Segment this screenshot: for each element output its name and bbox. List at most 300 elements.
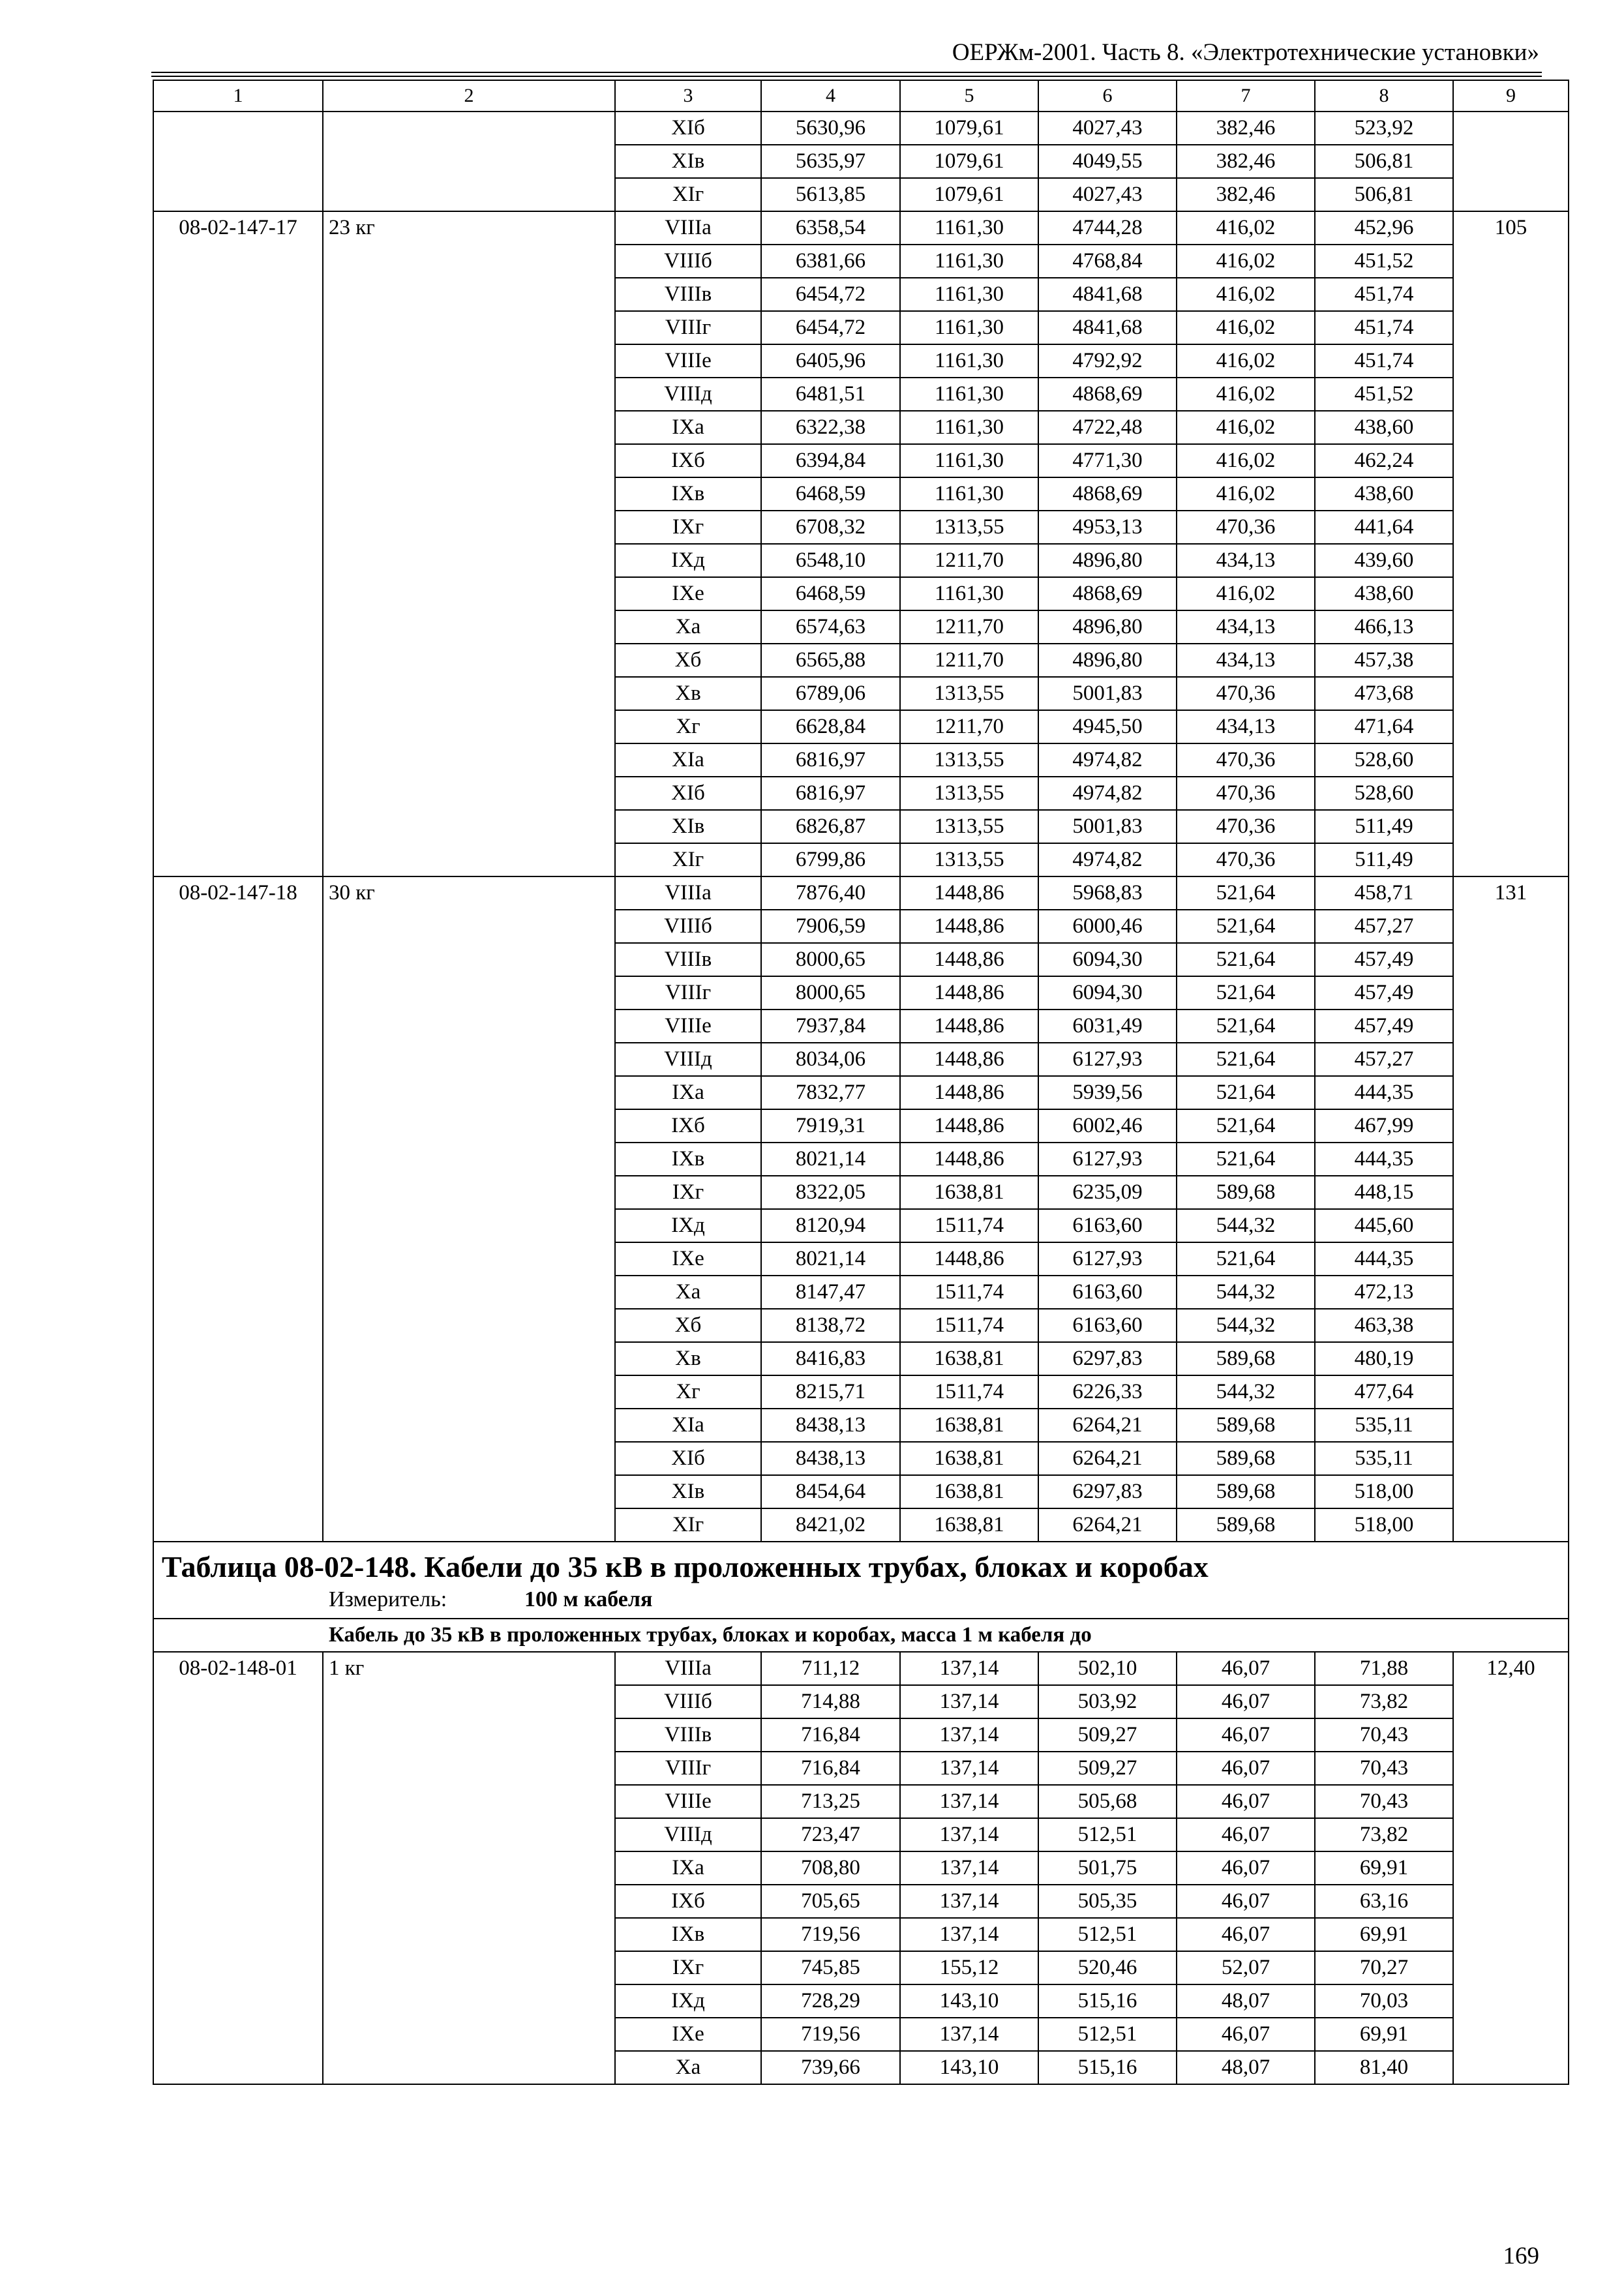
value-cell: 8021,14 [761, 1143, 900, 1176]
value-cell: 520,46 [1038, 1951, 1177, 1984]
value-cell: 480,19 [1315, 1342, 1453, 1375]
value-cell: 463,38 [1315, 1309, 1453, 1342]
value-cell: 1313,55 [900, 511, 1038, 544]
value-cell: 4868,69 [1038, 577, 1177, 610]
value-cell: 4896,80 [1038, 610, 1177, 644]
value-cell: 1448,86 [900, 1242, 1038, 1276]
value-cell: 745,85 [761, 1951, 900, 1984]
value-cell: 518,00 [1315, 1475, 1453, 1508]
value-cell: 477,64 [1315, 1375, 1453, 1409]
region-cell: IXб [615, 444, 761, 477]
region-cell: XIб [615, 1442, 761, 1475]
value-cell: 382,46 [1177, 112, 1315, 145]
price-table [153, 80, 1569, 2085]
value-cell: 515,16 [1038, 2051, 1177, 2084]
value-cell: 1161,30 [900, 577, 1038, 610]
value-cell: 6816,97 [761, 743, 900, 777]
region-cell: Xг [615, 710, 761, 743]
value-cell: 509,27 [1038, 1718, 1177, 1752]
value-cell: 416,02 [1177, 378, 1315, 411]
value-cell: 1079,61 [900, 178, 1038, 211]
value-cell: 4027,43 [1038, 178, 1177, 211]
value-cell: 8438,13 [761, 1409, 900, 1442]
value-cell: 416,02 [1177, 311, 1315, 344]
region-cell: IXв [615, 1143, 761, 1176]
value-cell: 416,02 [1177, 477, 1315, 511]
region-cell: IXг [615, 1951, 761, 1984]
value-cell: 544,32 [1177, 1276, 1315, 1309]
value-cell: 8416,83 [761, 1342, 900, 1375]
region-cell: Xг [615, 1375, 761, 1409]
region-cell: Xа [615, 610, 761, 644]
value-cell: 48,07 [1177, 2051, 1315, 2084]
value-cell: 589,68 [1177, 1409, 1315, 1442]
region-cell: XIг [615, 1508, 761, 1542]
value-cell: 451,52 [1315, 245, 1453, 278]
region-cell: VIIIд [615, 1043, 761, 1076]
value-cell: 1638,81 [900, 1409, 1038, 1442]
value-cell: 506,81 [1315, 145, 1453, 178]
value-cell: 416,02 [1177, 577, 1315, 610]
value-cell: 6297,83 [1038, 1475, 1177, 1508]
value-cell: 1161,30 [900, 311, 1038, 344]
meter-line [162, 1585, 1568, 1614]
value-cell: 7919,31 [761, 1109, 900, 1143]
region-cell: IXд [615, 1984, 761, 2018]
value-cell: 723,47 [761, 1818, 900, 1851]
rate-description-cell: 1 кг [323, 1652, 615, 2084]
value-cell: 6789,06 [761, 677, 900, 710]
meter-label: Измеритель: [329, 1587, 447, 1611]
value-cell: 444,35 [1315, 1143, 1453, 1176]
value-cell: 6127,93 [1038, 1143, 1177, 1176]
value-cell: 713,25 [761, 1785, 900, 1818]
region-cell: XIб [615, 777, 761, 810]
region-cell: IXб [615, 1109, 761, 1143]
value-cell: 46,07 [1177, 1752, 1315, 1785]
region-cell: IXд [615, 1209, 761, 1242]
value-cell: 46,07 [1177, 1918, 1315, 1951]
value-cell: 416,02 [1177, 411, 1315, 444]
value-cell: 4027,43 [1038, 112, 1177, 145]
value-cell: 4049,55 [1038, 145, 1177, 178]
table-title-cell [153, 1542, 1569, 1619]
value-cell: 1313,55 [900, 743, 1038, 777]
value-cell: 505,35 [1038, 1885, 1177, 1918]
rate-code-cell [153, 112, 323, 211]
value-cell: 512,51 [1038, 1818, 1177, 1851]
region-cell: VIIIб [615, 245, 761, 278]
unit-weight-cell: 105 [1453, 211, 1569, 876]
value-cell: 71,88 [1315, 1652, 1453, 1685]
region-cell: IXб [615, 1885, 761, 1918]
value-cell: 6574,63 [761, 610, 900, 644]
value-cell: 6565,88 [761, 644, 900, 677]
value-cell: 457,38 [1315, 644, 1453, 677]
value-cell: 4792,92 [1038, 344, 1177, 378]
value-cell: 1313,55 [900, 777, 1038, 810]
value-cell: 52,07 [1177, 1951, 1315, 1984]
value-cell: 155,12 [900, 1951, 1038, 1984]
region-cell: IXе [615, 2018, 761, 2051]
value-cell: 521,64 [1177, 1242, 1315, 1276]
value-cell: 521,64 [1177, 943, 1315, 976]
value-cell: 457,49 [1315, 1010, 1453, 1043]
value-cell: 1079,61 [900, 145, 1038, 178]
value-cell: 6628,84 [761, 710, 900, 743]
value-cell: 1161,30 [900, 278, 1038, 311]
value-cell: 6264,21 [1038, 1508, 1177, 1542]
value-cell: 70,03 [1315, 1984, 1453, 2018]
value-cell: 434,13 [1177, 644, 1315, 677]
region-cell: Xв [615, 1342, 761, 1375]
value-cell: 589,68 [1177, 1176, 1315, 1209]
value-cell: 6031,49 [1038, 1010, 1177, 1043]
value-cell: 470,36 [1177, 777, 1315, 810]
value-cell: 716,84 [761, 1752, 900, 1785]
header-rule [151, 76, 1542, 77]
region-cell: VIIIг [615, 311, 761, 344]
value-cell: 70,27 [1315, 1951, 1453, 1984]
value-cell: 6468,59 [761, 577, 900, 610]
region-cell: VIIIа [615, 1652, 761, 1685]
value-cell: 503,92 [1038, 1685, 1177, 1718]
value-cell: 73,82 [1315, 1818, 1453, 1851]
value-cell: 137,14 [900, 1652, 1038, 1685]
rate-code-cell: 08-02-147-17 [153, 211, 323, 876]
value-cell: 6816,97 [761, 777, 900, 810]
value-cell: 416,02 [1177, 211, 1315, 245]
value-cell: 8147,47 [761, 1276, 900, 1309]
value-cell: 451,74 [1315, 311, 1453, 344]
region-cell: IXд [615, 544, 761, 577]
value-cell: 502,10 [1038, 1652, 1177, 1685]
region-cell: Xа [615, 1276, 761, 1309]
value-cell: 467,99 [1315, 1109, 1453, 1143]
value-cell: 451,52 [1315, 378, 1453, 411]
value-cell: 719,56 [761, 2018, 900, 2051]
region-cell: VIIIв [615, 1718, 761, 1752]
value-cell: 739,66 [761, 2051, 900, 2084]
value-cell: 6322,38 [761, 411, 900, 444]
value-cell: 1448,86 [900, 1109, 1038, 1143]
value-cell: 473,68 [1315, 677, 1453, 710]
value-cell: 451,74 [1315, 278, 1453, 311]
value-cell: 137,14 [900, 1918, 1038, 1951]
value-cell: 1638,81 [900, 1176, 1038, 1209]
value-cell: 1448,86 [900, 943, 1038, 976]
value-cell: 505,68 [1038, 1785, 1177, 1818]
value-cell: 48,07 [1177, 1984, 1315, 2018]
value-cell: 470,36 [1177, 743, 1315, 777]
value-cell: 6454,72 [761, 278, 900, 311]
region-cell: IXг [615, 511, 761, 544]
region-cell: Xа [615, 2051, 761, 2084]
region-cell: IXв [615, 477, 761, 511]
value-cell: 4974,82 [1038, 843, 1177, 876]
value-cell: 1161,30 [900, 344, 1038, 378]
value-cell: 708,80 [761, 1851, 900, 1885]
value-cell: 1448,86 [900, 910, 1038, 943]
value-cell: 434,13 [1177, 710, 1315, 743]
value-cell: 137,14 [900, 1851, 1038, 1885]
value-cell: 506,81 [1315, 178, 1453, 211]
value-cell: 589,68 [1177, 1508, 1315, 1542]
value-cell: 46,07 [1177, 1851, 1315, 1885]
value-cell: 457,27 [1315, 1043, 1453, 1076]
value-cell: 511,49 [1315, 843, 1453, 876]
value-cell: 544,32 [1177, 1209, 1315, 1242]
value-cell: 441,64 [1315, 511, 1453, 544]
value-cell: 445,60 [1315, 1209, 1453, 1242]
meter-value: 100 м кабеля [524, 1587, 653, 1611]
value-cell: 518,00 [1315, 1508, 1453, 1542]
value-cell: 1313,55 [900, 843, 1038, 876]
value-cell: 471,64 [1315, 710, 1453, 743]
rate-description-cell [323, 112, 615, 211]
value-cell: 5939,56 [1038, 1076, 1177, 1109]
value-cell: 438,60 [1315, 577, 1453, 610]
value-cell: 7832,77 [761, 1076, 900, 1109]
value-cell: 4841,68 [1038, 278, 1177, 311]
value-cell: 143,10 [900, 1984, 1038, 2018]
value-cell: 515,16 [1038, 1984, 1177, 2018]
table-row [153, 211, 1569, 245]
value-cell: 137,14 [900, 1818, 1038, 1851]
price-table-body [153, 80, 1569, 2084]
rate-code-cell: 08-02-148-01 [153, 1652, 323, 2084]
value-cell: 1211,70 [900, 610, 1038, 644]
table-row [153, 876, 1569, 910]
value-cell: 4868,69 [1038, 477, 1177, 511]
value-cell: 6468,59 [761, 477, 900, 511]
value-cell: 4868,69 [1038, 378, 1177, 411]
value-cell: 4953,13 [1038, 511, 1177, 544]
value-cell: 521,64 [1177, 1076, 1315, 1109]
value-cell: 1161,30 [900, 378, 1038, 411]
value-cell: 6358,54 [761, 211, 900, 245]
region-cell: XIв [615, 145, 761, 178]
value-cell: 1211,70 [900, 544, 1038, 577]
unit-weight-cell [1453, 112, 1569, 211]
value-cell: 4896,80 [1038, 544, 1177, 577]
value-cell: 7876,40 [761, 876, 900, 910]
value-cell: 589,68 [1177, 1342, 1315, 1375]
value-cell: 470,36 [1177, 843, 1315, 876]
value-cell: 81,40 [1315, 2051, 1453, 2084]
value-cell: 5001,83 [1038, 810, 1177, 843]
value-cell: 69,91 [1315, 1918, 1453, 1951]
value-cell: 457,27 [1315, 910, 1453, 943]
value-cell: 4841,68 [1038, 311, 1177, 344]
value-cell: 6235,09 [1038, 1176, 1177, 1209]
value-cell: 6297,83 [1038, 1342, 1177, 1375]
value-cell: 46,07 [1177, 1685, 1315, 1718]
value-cell: 535,11 [1315, 1409, 1453, 1442]
value-cell: 8021,14 [761, 1242, 900, 1276]
region-cell: VIIIг [615, 1752, 761, 1785]
value-cell: 8438,13 [761, 1442, 900, 1475]
column-number-cell: 9 [1453, 80, 1569, 112]
value-cell: 46,07 [1177, 1885, 1315, 1918]
value-cell: 728,29 [761, 1984, 900, 2018]
value-cell: 528,60 [1315, 743, 1453, 777]
value-cell: 382,46 [1177, 178, 1315, 211]
value-cell: 6226,33 [1038, 1375, 1177, 1409]
value-cell: 1313,55 [900, 810, 1038, 843]
region-cell: VIIIе [615, 344, 761, 378]
value-cell: 716,84 [761, 1718, 900, 1752]
value-cell: 470,36 [1177, 511, 1315, 544]
value-cell: 1511,74 [900, 1276, 1038, 1309]
value-cell: 137,14 [900, 1718, 1038, 1752]
region-cell: VIIIб [615, 1685, 761, 1718]
value-cell: 8120,94 [761, 1209, 900, 1242]
value-cell: 535,11 [1315, 1442, 1453, 1475]
value-cell: 63,16 [1315, 1885, 1453, 1918]
value-cell: 472,13 [1315, 1276, 1453, 1309]
value-cell: 705,65 [761, 1885, 900, 1918]
value-cell: 589,68 [1177, 1475, 1315, 1508]
value-cell: 719,56 [761, 1918, 900, 1951]
value-cell: 1448,86 [900, 1076, 1038, 1109]
value-cell: 416,02 [1177, 245, 1315, 278]
value-cell: 451,74 [1315, 344, 1453, 378]
value-cell: 6163,60 [1038, 1276, 1177, 1309]
value-cell: 714,88 [761, 1685, 900, 1718]
value-cell: 70,43 [1315, 1718, 1453, 1752]
value-cell: 1511,74 [900, 1309, 1038, 1342]
value-cell: 466,13 [1315, 610, 1453, 644]
rate-description-cell: 30 кг [323, 876, 615, 1542]
region-cell: IXа [615, 1851, 761, 1885]
value-cell: 6799,86 [761, 843, 900, 876]
value-cell: 711,12 [761, 1652, 900, 1685]
value-cell: 457,49 [1315, 943, 1453, 976]
region-cell: VIIIд [615, 378, 761, 411]
value-cell: 6708,32 [761, 511, 900, 544]
value-cell: 6405,96 [761, 344, 900, 378]
value-cell: 46,07 [1177, 1718, 1315, 1752]
value-cell: 5635,97 [761, 145, 900, 178]
value-cell: 1448,86 [900, 976, 1038, 1010]
value-cell: 8215,71 [761, 1375, 900, 1409]
value-cell: 6094,30 [1038, 943, 1177, 976]
value-cell: 448,15 [1315, 1176, 1453, 1209]
region-cell: XIг [615, 178, 761, 211]
value-cell: 1161,30 [900, 245, 1038, 278]
region-cell: XIг [615, 843, 761, 876]
table-title: Таблица 08-02-148. Кабели до 35 кВ в проложенных трубах, блоках и коробах [162, 1550, 1209, 1583]
region-cell: VIIIе [615, 1010, 761, 1043]
value-cell: 521,64 [1177, 1109, 1315, 1143]
value-cell: 544,32 [1177, 1375, 1315, 1409]
region-cell: VIIIд [615, 1818, 761, 1851]
value-cell: 544,32 [1177, 1309, 1315, 1342]
value-cell: 6454,72 [761, 311, 900, 344]
value-cell: 4771,30 [1038, 444, 1177, 477]
region-cell: VIIIв [615, 278, 761, 311]
value-cell: 5968,83 [1038, 876, 1177, 910]
value-cell: 6094,30 [1038, 976, 1177, 1010]
region-cell: XIв [615, 1475, 761, 1508]
value-cell: 137,14 [900, 1685, 1038, 1718]
column-number-cell: 7 [1177, 80, 1315, 112]
value-cell: 1161,30 [900, 444, 1038, 477]
value-cell: 6481,51 [761, 378, 900, 411]
value-cell: 143,10 [900, 2051, 1038, 2084]
value-cell: 512,51 [1038, 2018, 1177, 2051]
value-cell: 1448,86 [900, 1010, 1038, 1043]
value-cell: 4744,28 [1038, 211, 1177, 245]
table-subheading-row [153, 1619, 1569, 1652]
region-cell: IXг [615, 1176, 761, 1209]
value-cell: 523,92 [1315, 112, 1453, 145]
value-cell: 137,14 [900, 2018, 1038, 2051]
value-cell: 6264,21 [1038, 1409, 1177, 1442]
value-cell: 458,71 [1315, 876, 1453, 910]
value-cell: 46,07 [1177, 1785, 1315, 1818]
value-cell: 521,64 [1177, 976, 1315, 1010]
value-cell: 6127,93 [1038, 1242, 1177, 1276]
unit-weight-cell: 12,40 [1453, 1652, 1569, 2084]
value-cell: 1161,30 [900, 411, 1038, 444]
value-cell: 416,02 [1177, 278, 1315, 311]
value-cell: 511,49 [1315, 810, 1453, 843]
value-cell: 521,64 [1177, 1043, 1315, 1076]
value-cell: 438,60 [1315, 411, 1453, 444]
value-cell: 382,46 [1177, 145, 1315, 178]
value-cell: 416,02 [1177, 344, 1315, 378]
region-cell: VIIIг [615, 976, 761, 1010]
table-row [153, 1652, 1569, 1685]
unit-weight-cell: 131 [1453, 876, 1569, 1542]
value-cell: 69,91 [1315, 1851, 1453, 1885]
value-cell: 4722,48 [1038, 411, 1177, 444]
value-cell: 521,64 [1177, 910, 1315, 943]
value-cell: 1638,81 [900, 1475, 1038, 1508]
value-cell: 5630,96 [761, 112, 900, 145]
value-cell: 46,07 [1177, 1818, 1315, 1851]
region-cell: Xв [615, 677, 761, 710]
value-cell: 137,14 [900, 1752, 1038, 1785]
value-cell: 137,14 [900, 1885, 1038, 1918]
value-cell: 434,13 [1177, 544, 1315, 577]
value-cell: 521,64 [1177, 1010, 1315, 1043]
value-cell: 5613,85 [761, 178, 900, 211]
value-cell: 1511,74 [900, 1375, 1038, 1409]
region-cell: IXв [615, 1918, 761, 1951]
value-cell: 8034,06 [761, 1043, 900, 1076]
value-cell: 8000,65 [761, 943, 900, 976]
value-cell: 1211,70 [900, 644, 1038, 677]
region-cell: Xб [615, 1309, 761, 1342]
value-cell: 6394,84 [761, 444, 900, 477]
value-cell: 521,64 [1177, 876, 1315, 910]
table-title-row [153, 1542, 1569, 1619]
header-rule [151, 72, 1542, 73]
value-cell: 6000,46 [1038, 910, 1177, 943]
value-cell: 1079,61 [900, 112, 1038, 145]
region-cell: IXа [615, 411, 761, 444]
value-cell: 70,43 [1315, 1752, 1453, 1785]
region-cell: Xб [615, 644, 761, 677]
value-cell: 4974,82 [1038, 777, 1177, 810]
value-cell: 470,36 [1177, 810, 1315, 843]
value-cell: 462,24 [1315, 444, 1453, 477]
value-cell: 1448,86 [900, 1143, 1038, 1176]
value-cell: 416,02 [1177, 444, 1315, 477]
